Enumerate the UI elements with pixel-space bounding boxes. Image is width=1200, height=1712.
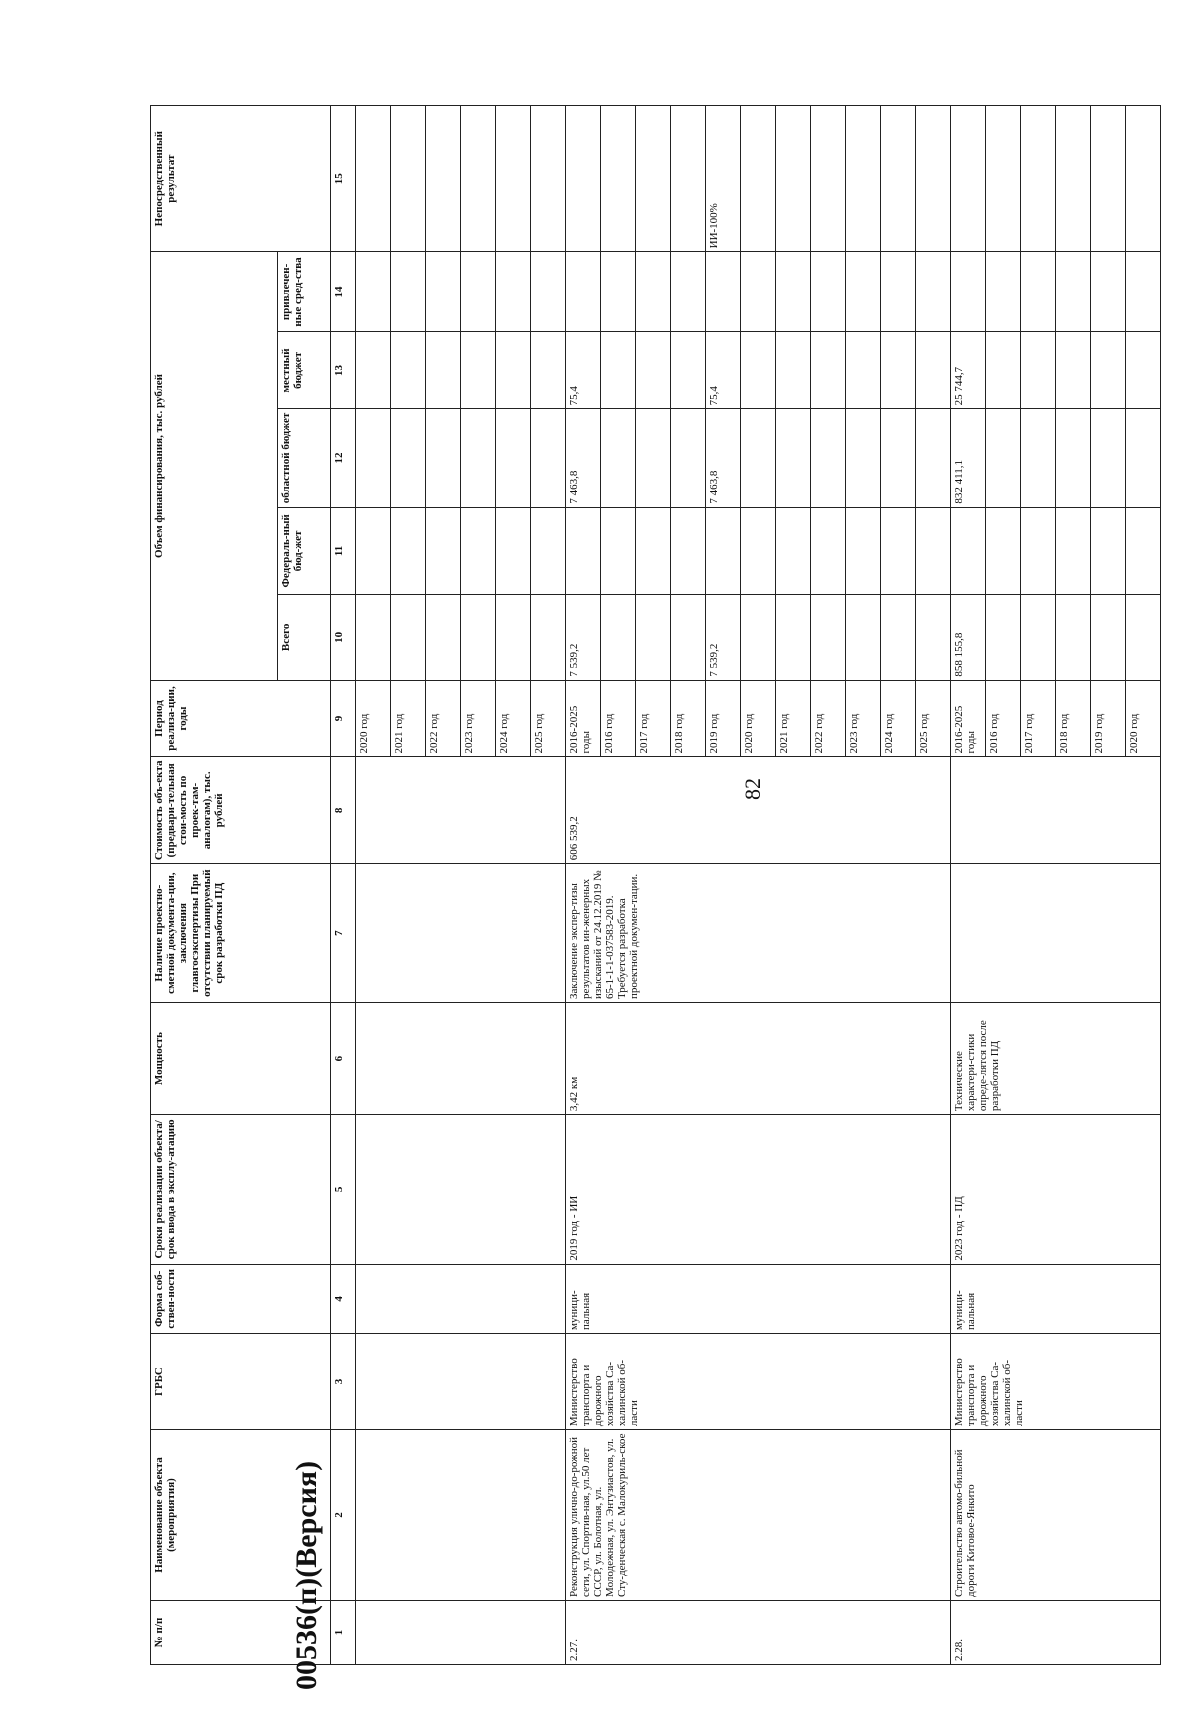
index-cell: 2 xyxy=(331,1430,356,1601)
regional-cell xyxy=(776,409,811,507)
value-cell xyxy=(496,507,531,595)
total-cell xyxy=(986,595,1021,680)
prev-num-cell xyxy=(356,1600,566,1664)
value-cell xyxy=(461,332,496,409)
index-cell: 8 xyxy=(331,757,356,864)
federal-cell xyxy=(846,507,881,595)
value-cell xyxy=(461,252,496,332)
local-cell xyxy=(671,332,706,409)
regional-cell xyxy=(846,409,881,507)
local-cell xyxy=(1091,332,1126,409)
total-cell xyxy=(846,595,881,680)
index-cell: 7 xyxy=(331,864,356,1003)
value-cell xyxy=(426,252,461,332)
total-cell xyxy=(881,595,916,680)
regional-cell: 7 463,8 xyxy=(566,409,601,507)
regional-cell xyxy=(916,409,951,507)
table-row xyxy=(566,106,601,1665)
period-cell: 2019 год xyxy=(706,680,741,757)
item-capacity: Технические характери-стики опреде-лятся после разработки ПД xyxy=(951,1003,1161,1115)
regional-cell xyxy=(601,409,636,507)
table-row xyxy=(951,106,986,1665)
header-ownership: Форма соб-ствен-ности xyxy=(151,1264,331,1333)
regional-cell xyxy=(881,409,916,507)
prev-name-cell xyxy=(356,1430,566,1601)
item-number: 2.27. xyxy=(566,1600,951,1664)
period-cell: 2023 год xyxy=(461,680,496,757)
table-row xyxy=(356,106,391,1665)
result-cell xyxy=(811,106,846,252)
value-cell xyxy=(531,252,566,332)
result-cell xyxy=(916,106,951,252)
header-result: Непосредственный результат xyxy=(151,106,331,252)
regional-cell: 832 411,1 xyxy=(951,409,986,507)
index-cell: 5 xyxy=(331,1115,356,1264)
index-cell: 6 xyxy=(331,1003,356,1115)
total-cell: 7 539,2 xyxy=(566,595,601,680)
prev-grbs-cell xyxy=(356,1334,566,1430)
attracted-cell xyxy=(636,252,671,332)
header-num: № п/п xyxy=(151,1600,331,1664)
federal-cell xyxy=(601,507,636,595)
period-cell: 2016-2025 годы xyxy=(566,680,601,757)
prev-term-cell xyxy=(356,1115,566,1264)
attracted-cell xyxy=(1126,252,1161,332)
local-cell xyxy=(776,332,811,409)
total-cell xyxy=(1021,595,1056,680)
value-cell xyxy=(496,595,531,680)
federal-cell xyxy=(741,507,776,595)
period-cell: 2017 год xyxy=(1021,680,1056,757)
header-regional: областной бюджет xyxy=(278,409,331,507)
local-cell xyxy=(986,332,1021,409)
value-cell xyxy=(531,409,566,507)
value-cell xyxy=(531,595,566,680)
value-cell xyxy=(391,252,426,332)
value-cell xyxy=(531,507,566,595)
result-cell xyxy=(776,106,811,252)
item-ownership: муници-пальная xyxy=(566,1264,951,1333)
item-grbs: Министерство транспорта и дорожного хозяйства Са-халинской об-ласти xyxy=(951,1334,1161,1430)
regional-cell xyxy=(1056,409,1091,507)
regional-cell xyxy=(671,409,706,507)
federal-cell xyxy=(1091,507,1126,595)
column-index-row xyxy=(331,106,356,1665)
attracted-cell xyxy=(671,252,706,332)
period-cell: 2016 год xyxy=(601,680,636,757)
local-cell xyxy=(916,332,951,409)
federal-cell xyxy=(1056,507,1091,595)
item-grbs: Министерство транспорта и дорожного хозяйства Са-халинской об-ласти xyxy=(566,1334,951,1430)
value-cell xyxy=(356,332,391,409)
header-cost: Стоимость объ-екта (предвари-тельная стои-мость по проек-там-аналогам), тыс. рублей xyxy=(151,757,331,864)
value-cell xyxy=(356,507,391,595)
total-cell xyxy=(601,595,636,680)
value-cell xyxy=(496,106,531,252)
regional-cell xyxy=(811,409,846,507)
value-cell xyxy=(391,507,426,595)
local-cell xyxy=(1126,332,1161,409)
period-cell: 2022 год xyxy=(811,680,846,757)
local-cell: 25 744,7 xyxy=(951,332,986,409)
regional-cell xyxy=(636,409,671,507)
attracted-cell xyxy=(601,252,636,332)
period-cell: 2020 год xyxy=(356,680,391,757)
investment-table xyxy=(150,105,1161,1665)
index-cell: 3 xyxy=(331,1334,356,1430)
index-cell: 14 xyxy=(331,252,356,332)
attracted-cell xyxy=(881,252,916,332)
total-cell xyxy=(916,595,951,680)
attracted-cell xyxy=(846,252,881,332)
total-cell xyxy=(811,595,846,680)
table-rotated-wrapper xyxy=(150,105,1150,1665)
prev-form-cell xyxy=(356,1264,566,1333)
period-cell: 2019 год xyxy=(1091,680,1126,757)
value-cell xyxy=(461,106,496,252)
header-psd: Наличие проектно-сметной документа-ции, заключения главгосэкспертизы При отсутствии планируемый срок разработки ПД xyxy=(151,864,331,1003)
item-name: Реконструкция улично-до-рожной сети, ул. Спортив-ная, ул.50 лет СССР, ул. Болотная, ул. Молодежная, ул. Энтузиастов, ул. Сту-денческая с. Малокуриль-ское xyxy=(566,1430,951,1601)
value-cell xyxy=(356,252,391,332)
period-cell: 2018 год xyxy=(1056,680,1091,757)
index-cell: 15 xyxy=(331,106,356,252)
header-period: Период реализа-ции, годы xyxy=(151,680,331,757)
local-cell xyxy=(1056,332,1091,409)
item-psd xyxy=(951,864,1161,1003)
prev-psd-cell xyxy=(356,864,566,1003)
page-number: 82 xyxy=(740,778,765,800)
federal-cell xyxy=(811,507,846,595)
total-cell xyxy=(1056,595,1091,680)
item-capacity: 3,42 км xyxy=(566,1003,951,1115)
period-cell: 2022 год xyxy=(426,680,461,757)
period-cell: 2024 год xyxy=(496,680,531,757)
index-cell: 10 xyxy=(331,595,356,680)
header-name: Наименование объекта (мероприятия) xyxy=(151,1430,331,1601)
period-cell: 2018 год xyxy=(671,680,706,757)
index-cell: 1 xyxy=(331,1600,356,1664)
value-cell xyxy=(461,507,496,595)
value-cell xyxy=(426,409,461,507)
regional-cell xyxy=(1126,409,1161,507)
period-cell: 2025 год xyxy=(916,680,951,757)
index-cell: 11 xyxy=(331,507,356,595)
result-cell xyxy=(951,106,986,252)
period-cell: 2025 год xyxy=(531,680,566,757)
regional-cell xyxy=(1021,409,1056,507)
value-cell xyxy=(461,595,496,680)
local-cell xyxy=(741,332,776,409)
period-cell: 2024 год xyxy=(881,680,916,757)
value-cell xyxy=(496,252,531,332)
value-cell xyxy=(426,507,461,595)
federal-cell xyxy=(881,507,916,595)
item-cost: 606 539,2 xyxy=(566,757,951,864)
item-term: 2023 год - ПД xyxy=(951,1115,1161,1264)
header-attracted: привлечен-ные сред-ства xyxy=(278,252,331,332)
regional-cell xyxy=(741,409,776,507)
value-cell xyxy=(391,595,426,680)
value-cell xyxy=(496,409,531,507)
total-cell xyxy=(1091,595,1126,680)
total-cell xyxy=(636,595,671,680)
result-cell: ИИ-100% xyxy=(706,106,741,252)
index-cell: 12 xyxy=(331,409,356,507)
attracted-cell xyxy=(1056,252,1091,332)
header-capacity: Мощность xyxy=(151,1003,331,1115)
regional-cell xyxy=(986,409,1021,507)
prev-capacity-cell xyxy=(356,1003,566,1115)
attracted-cell xyxy=(741,252,776,332)
period-cell: 2016 год xyxy=(986,680,1021,757)
attracted-cell xyxy=(706,252,741,332)
value-cell xyxy=(531,106,566,252)
header-federal: Федераль-ный бюд-жет xyxy=(278,507,331,595)
value-cell xyxy=(356,595,391,680)
total-cell: 7 539,2 xyxy=(706,595,741,680)
result-cell xyxy=(1021,106,1056,252)
index-cell: 4 xyxy=(331,1264,356,1333)
prev-cost-cell xyxy=(356,757,566,864)
attracted-cell xyxy=(1021,252,1056,332)
item-number: 2.28. xyxy=(951,1600,1161,1664)
federal-cell xyxy=(636,507,671,595)
value-cell xyxy=(426,595,461,680)
result-cell xyxy=(671,106,706,252)
header-local: местный бюджет xyxy=(278,332,331,409)
period-cell: 2020 год xyxy=(1126,680,1161,757)
attracted-cell xyxy=(776,252,811,332)
period-cell: 2016-2025 годы xyxy=(951,680,986,757)
header-total: Всего xyxy=(278,595,331,680)
federal-cell xyxy=(566,507,601,595)
federal-cell xyxy=(1126,507,1161,595)
total-cell xyxy=(671,595,706,680)
federal-cell xyxy=(671,507,706,595)
federal-cell xyxy=(951,507,986,595)
result-cell xyxy=(601,106,636,252)
result-cell xyxy=(881,106,916,252)
result-cell xyxy=(566,106,601,252)
total-cell xyxy=(776,595,811,680)
period-cell: 2017 год xyxy=(636,680,671,757)
result-cell xyxy=(986,106,1021,252)
regional-cell: 7 463,8 xyxy=(706,409,741,507)
result-cell xyxy=(1126,106,1161,252)
local-cell xyxy=(601,332,636,409)
local-cell xyxy=(881,332,916,409)
header-financing: Объем финансирования, тыс. рублей xyxy=(151,252,278,680)
attracted-cell xyxy=(951,252,986,332)
item-psd: Заключение экспер-тизы результатов ин-женерных изысканий от 24.12.2019 № 65-1-1-1-037583-2019. Требуется разработка проектной докумен-тации. xyxy=(566,864,951,1003)
federal-cell xyxy=(776,507,811,595)
federal-cell xyxy=(1021,507,1056,595)
total-cell: 858 155,8 xyxy=(951,595,986,680)
total-cell xyxy=(741,595,776,680)
header-grbs: ГРБС xyxy=(151,1334,331,1430)
value-cell xyxy=(356,106,391,252)
table-header xyxy=(151,106,356,1665)
result-cell xyxy=(636,106,671,252)
attracted-cell xyxy=(916,252,951,332)
result-cell xyxy=(846,106,881,252)
federal-cell xyxy=(706,507,741,595)
header-terms: Сроки реализации объекта/ срок ввода в эксплу-атацию xyxy=(151,1115,331,1264)
period-cell: 2020 год xyxy=(741,680,776,757)
value-cell xyxy=(356,409,391,507)
attracted-cell xyxy=(566,252,601,332)
local-cell xyxy=(811,332,846,409)
result-cell xyxy=(1056,106,1091,252)
item-term: 2019 год - ИИ xyxy=(566,1115,951,1264)
item-ownership: муници-пальная xyxy=(951,1264,1161,1333)
federal-cell xyxy=(916,507,951,595)
item-cost xyxy=(951,757,1161,864)
value-cell xyxy=(391,332,426,409)
result-cell xyxy=(741,106,776,252)
regional-cell xyxy=(1091,409,1126,507)
index-cell: 13 xyxy=(331,332,356,409)
value-cell xyxy=(531,332,566,409)
period-cell: 2021 год xyxy=(391,680,426,757)
local-cell xyxy=(846,332,881,409)
value-cell xyxy=(426,332,461,409)
local-cell: 75,4 xyxy=(706,332,741,409)
result-cell xyxy=(1091,106,1126,252)
period-cell: 2021 год xyxy=(776,680,811,757)
federal-cell xyxy=(986,507,1021,595)
attracted-cell xyxy=(986,252,1021,332)
local-cell xyxy=(636,332,671,409)
attracted-cell xyxy=(811,252,846,332)
attracted-cell xyxy=(1091,252,1126,332)
item-name: Строительство автомо-бильной дороги Китовое-Янкито xyxy=(951,1430,1161,1601)
document-code: 00536(п)(Версия) xyxy=(290,1460,323,1690)
value-cell xyxy=(426,106,461,252)
table-body xyxy=(356,106,1161,1665)
value-cell xyxy=(391,409,426,507)
value-cell xyxy=(461,409,496,507)
value-cell xyxy=(391,106,426,252)
value-cell xyxy=(496,332,531,409)
local-cell: 75,4 xyxy=(566,332,601,409)
local-cell xyxy=(1021,332,1056,409)
index-cell: 9 xyxy=(331,680,356,757)
total-cell xyxy=(1126,595,1161,680)
period-cell: 2023 год xyxy=(846,680,881,757)
